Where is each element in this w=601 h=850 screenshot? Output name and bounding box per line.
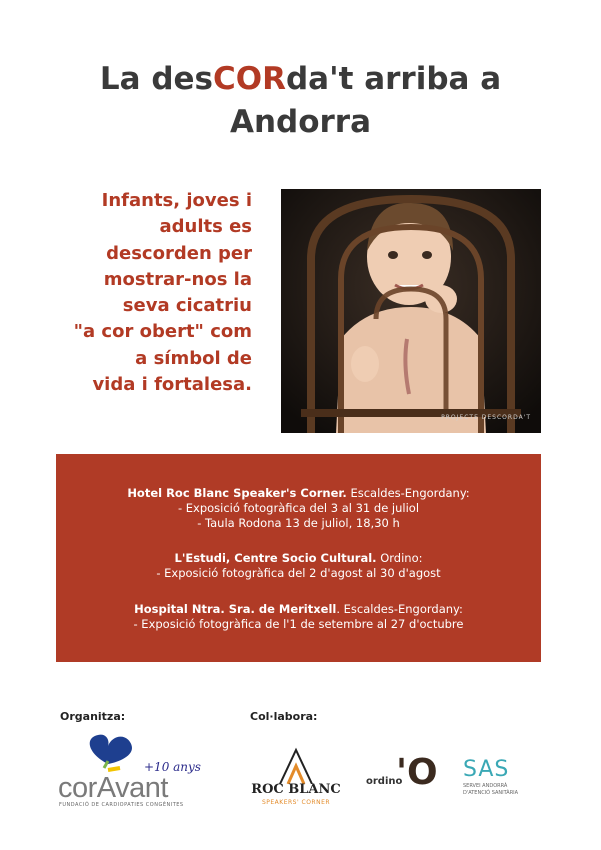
child-chair-illustration bbox=[281, 189, 541, 433]
rocblanc-subtitle: SPEAKERS' CORNER bbox=[261, 799, 331, 806]
page-title bbox=[0, 58, 601, 144]
hero-photo bbox=[281, 189, 541, 433]
event-line: - Exposició fotogràfica del 3 al 31 de juliol bbox=[177, 501, 420, 515]
sas-logo bbox=[463, 757, 543, 799]
ordino-logo bbox=[366, 752, 441, 800]
event-venue: Hotel Roc Blanc Speaker's Corner. bbox=[127, 486, 347, 500]
tagline-line: adults es bbox=[159, 216, 252, 238]
tagline-line: seva cicatriu bbox=[122, 295, 252, 317]
title-part-cor: COR bbox=[213, 61, 286, 97]
sas-subtitle-1: SERVEI ANDORRÀ bbox=[463, 783, 508, 789]
coravant-anniversary: +10 anys bbox=[144, 760, 201, 774]
tagline bbox=[60, 188, 252, 398]
ordino-text: ordino bbox=[366, 776, 403, 787]
event-place: Ordino: bbox=[376, 551, 423, 565]
event-place: . Escaldes-Engordany: bbox=[336, 602, 463, 616]
tagline-line: Infants, joves i bbox=[101, 190, 252, 211]
events-panel bbox=[56, 454, 541, 662]
event-line: - Exposició fotogràfica del 2 d'agost al 30 d'agost bbox=[156, 566, 441, 580]
title-line-2: Andorra bbox=[229, 104, 372, 140]
event-item bbox=[56, 602, 541, 632]
tagline-line: mostrar-nos la bbox=[103, 268, 252, 290]
event-heading bbox=[56, 602, 541, 617]
event-line: - Exposició fotogràfica de l'1 de setembre al 27 d'octubre bbox=[133, 617, 464, 631]
rocblanc-name: ROC BLANC bbox=[251, 782, 341, 797]
coravant-logo bbox=[58, 728, 208, 810]
title-part-3: da't arriba a bbox=[285, 61, 502, 97]
title-line-1 bbox=[0, 58, 601, 101]
sas-name: SAS bbox=[463, 757, 510, 782]
coravant-subtitle: FUNDACIÓ DE CARDIOPATIES CONGÈNITES bbox=[59, 802, 184, 808]
tagline-line: descorden per bbox=[106, 242, 252, 264]
event-line: - Taula Rodona 13 de juliol, 18,30 h bbox=[197, 516, 400, 530]
event-item bbox=[56, 551, 541, 581]
title-part-1: La des bbox=[99, 61, 213, 97]
tagline-line: vida i fortalesa. bbox=[92, 374, 252, 396]
event-venue: L'Estudi, Centre Socio Cultural. bbox=[174, 551, 377, 565]
ordino-mark: 'O bbox=[396, 752, 438, 793]
sas-subtitle-2: D'ATENCIÓ SANITÀRIA bbox=[463, 790, 519, 796]
coravant-name: corAvant bbox=[58, 772, 168, 804]
tagline-line: a símbol de bbox=[135, 347, 252, 369]
tagline-line: "a cor obert" com bbox=[73, 321, 252, 343]
organitza-label: Organitza: bbox=[60, 710, 126, 723]
photo-credit: PROJECTE DESCORDA'T bbox=[441, 414, 531, 421]
event-item bbox=[56, 486, 541, 531]
mountain-icon bbox=[250, 744, 342, 784]
col-labora-label: Col·labora: bbox=[250, 710, 318, 723]
rocblanc-logo bbox=[250, 744, 342, 810]
event-venue: Hospital Ntra. Sra. de Meritxell bbox=[134, 602, 337, 616]
event-heading bbox=[56, 486, 541, 501]
event-place: Escaldes-Engordany: bbox=[346, 486, 470, 500]
event-heading bbox=[56, 551, 541, 566]
